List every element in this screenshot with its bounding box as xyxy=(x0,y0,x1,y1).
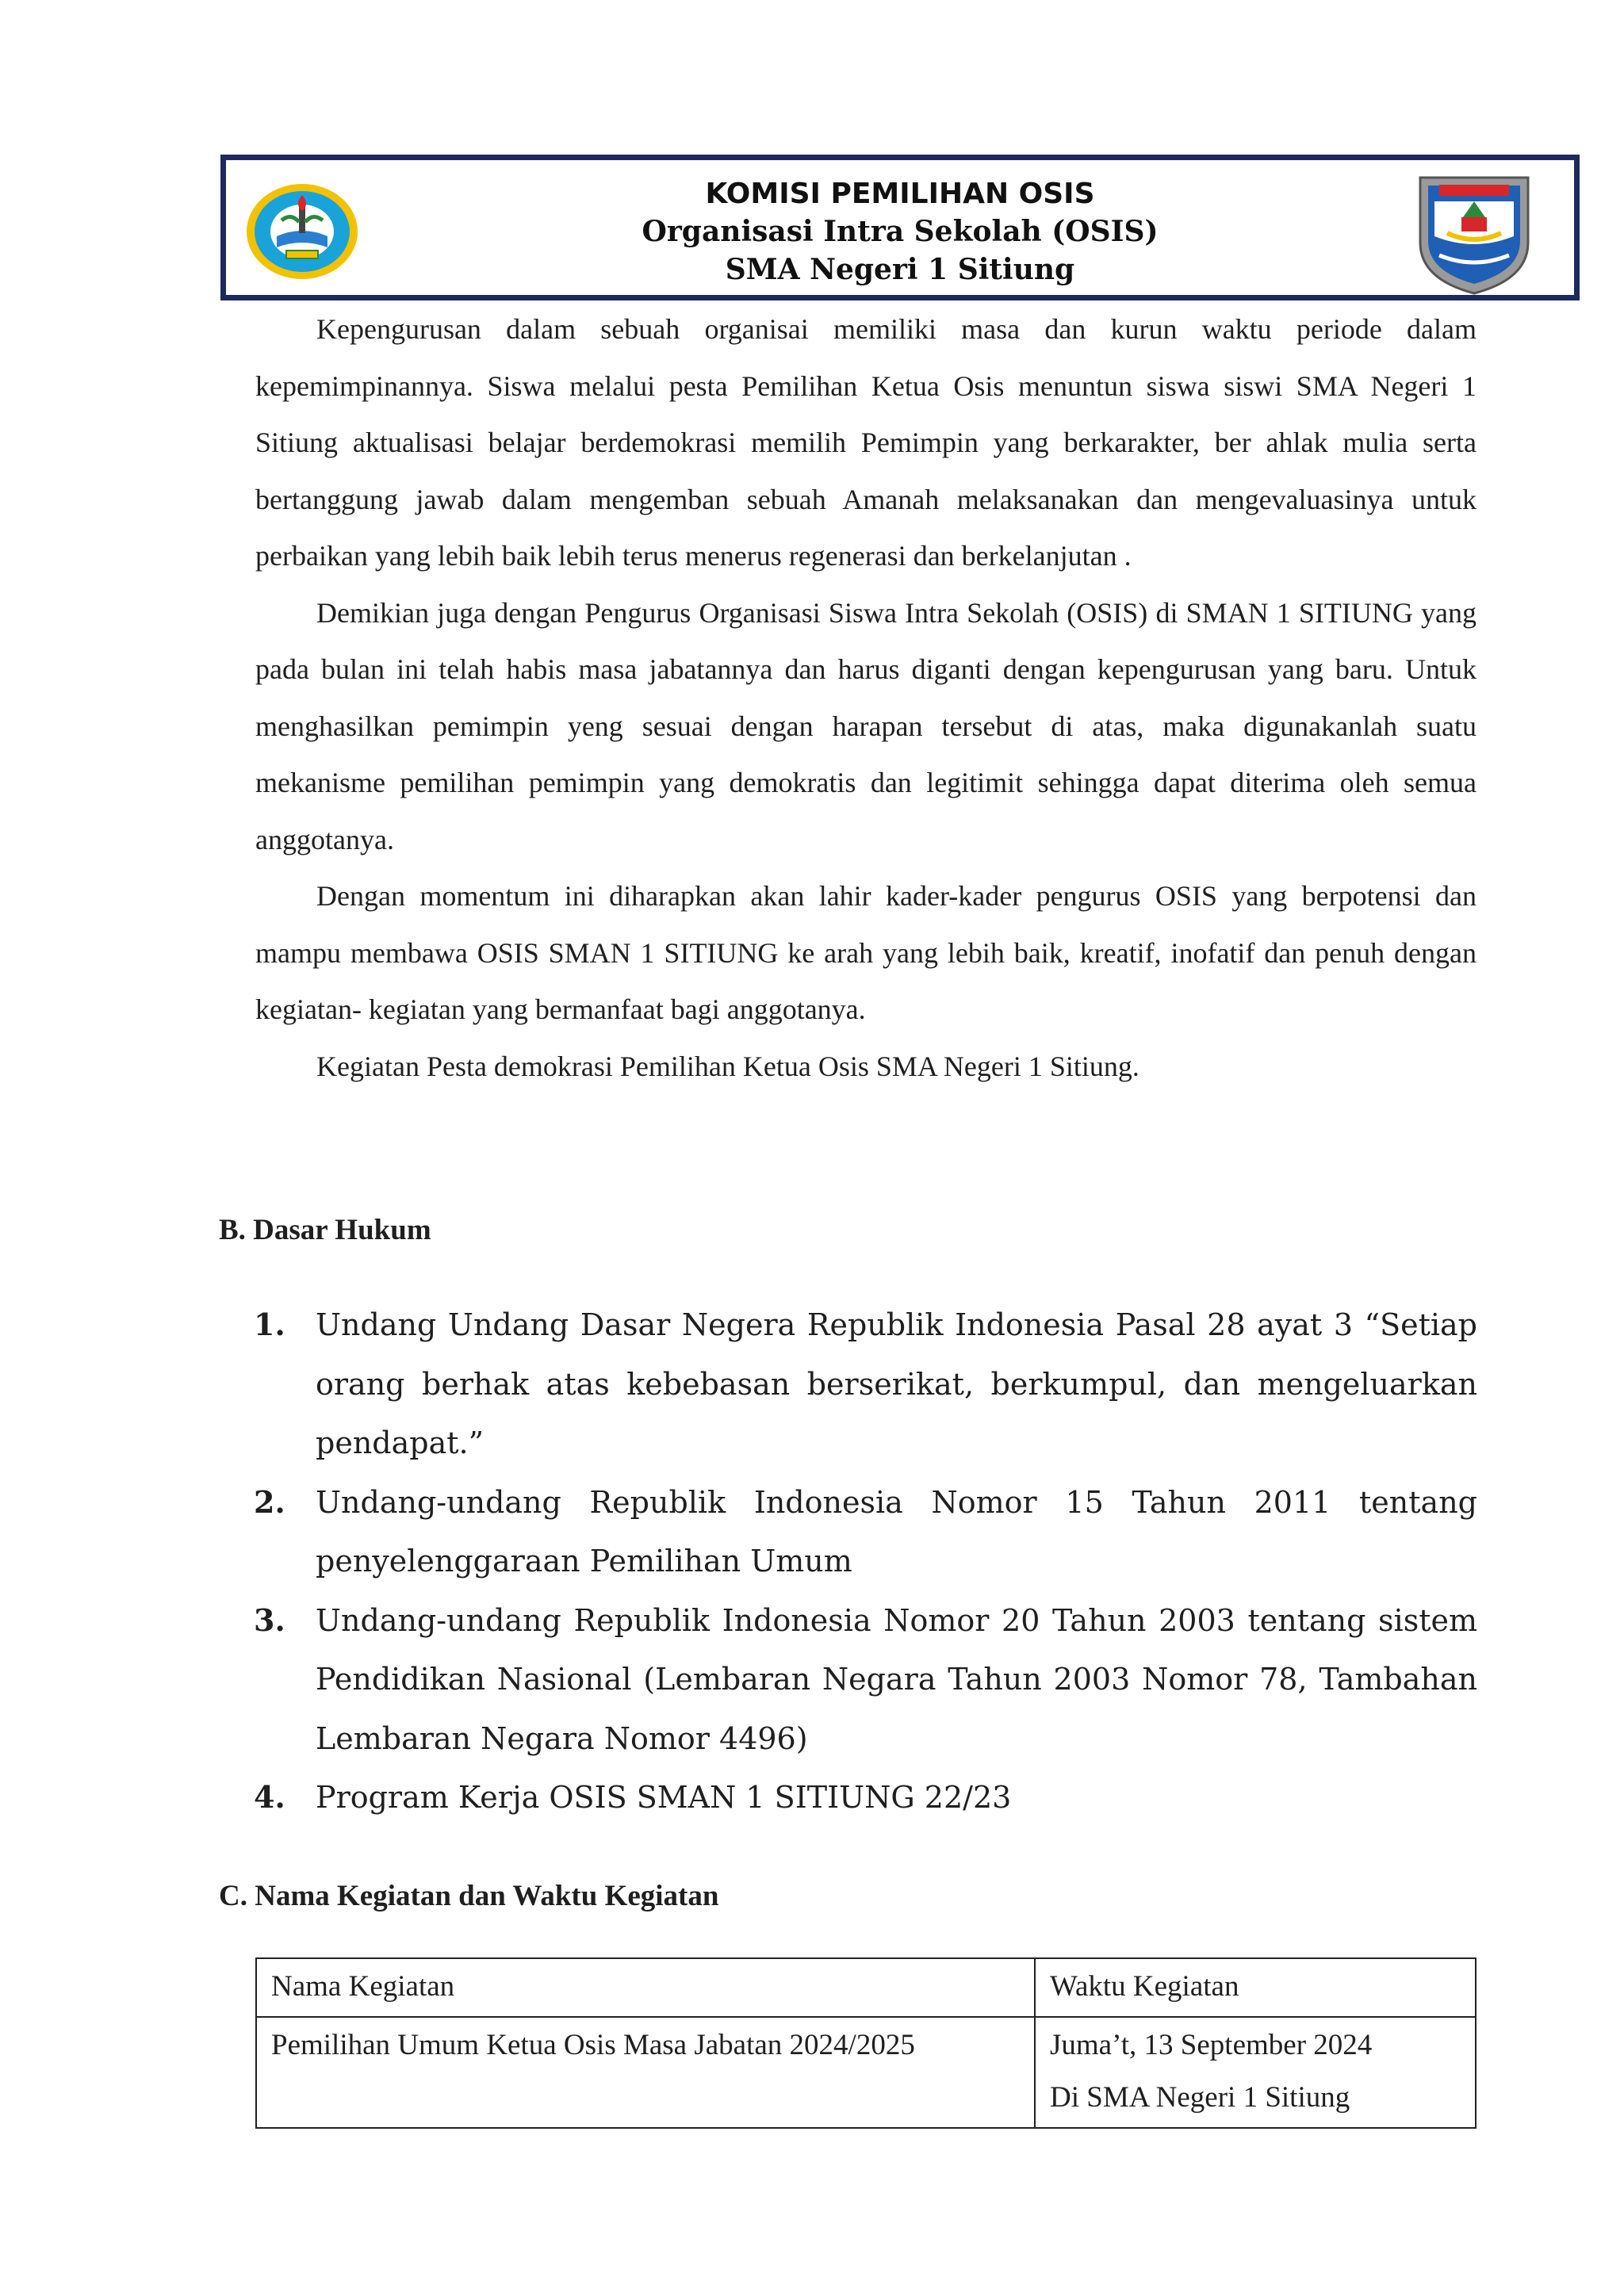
letterhead-title: KOMISI PEMILIHAN OSIS xyxy=(705,178,1095,210)
list-number: 4. xyxy=(254,1779,285,1815)
legal-basis-item xyxy=(254,1295,1477,1473)
intro-paragraph-2: Demikian juga dengan Pengurus Organisasi Siswa Intra Sekolah (OSIS) di SMAN 1 SITIUNG yang pada bulan ini telah habis masa jabatannya dan harus diganti dengan kepengurusan yang baru. Untuk menghasilkan pemimpin yeng sesuai dengan harapan tersebut di atas, maka digunakanlah suatu mekanisme pemilihan pemimpin yang demokratis dan legitimit sehingga dapat diterima oleh semua anggotanya. xyxy=(255,596,1477,855)
legal-basis-item xyxy=(254,1768,1477,1827)
activity-date: Juma’t, 13 September 2024 xyxy=(1050,2029,1373,2061)
activity-name-cell: Pemilihan Umum Ketua Osis Masa Jabatan 2024/2025 xyxy=(256,2017,1035,2128)
list-item-text: Undang Undang Dasar Negera Republik Indonesia Pasal 28 ayat 3 “Setiap orang berhak atas kebebasan berserikat, berkumpul, dan mengeluarkan pendapat.” xyxy=(316,1307,1477,1460)
table-header-row xyxy=(256,1958,1476,2017)
school-shield-logo-right xyxy=(1415,170,1533,297)
activity-time-cell xyxy=(1035,2017,1476,2128)
section-b-heading: B. Dasar Hukum xyxy=(219,1214,431,1246)
activity-location: Di SMA Negeri 1 Sitiung xyxy=(1050,2081,1350,2114)
list-item-text: Undang-undang Republik Indonesia Nomor 20 Tahun 2003 tentang sistem Pendidikan Nasional (Lembaran Negara Tahun 2003 Nomor 78, Tambahan Lembaran Negara Nomor 4496) xyxy=(316,1602,1477,1756)
letterhead-box xyxy=(220,155,1580,300)
table-header-cell: Nama Kegiatan xyxy=(256,1958,1035,2017)
letterhead-school-name: SMA Negeri 1 Sitiung xyxy=(725,253,1075,286)
list-number: 2. xyxy=(254,1483,285,1520)
list-item-text: Undang-undang Republik Indonesia Nomor 15 Tahun 2011 tentang penyelenggaraan Pemilihan Umum xyxy=(316,1484,1477,1578)
list-number: 3. xyxy=(254,1601,285,1638)
table-header-cell: Waktu Kegiatan xyxy=(1035,1958,1476,2017)
intro-paragraph-3: Dengan momentum ini diharapkan akan lahir kader-kader pengurus OSIS yang berpotensi dan mampu membawa OSIS SMAN 1 SITIUNG ke arah yang lebih baik, kreatif, inofatif dan penuh dengan kegiatan- kegiatan yang bermanfaat bagi anggotanya. xyxy=(255,880,1477,1025)
letterhead-subtitle: Organisasi Intra Sekolah (OSIS) xyxy=(642,215,1159,248)
legal-basis-item xyxy=(254,1473,1477,1591)
intro-paragraph-1: Kepengurusan dalam sebuah organisai memiliki masa dan kurun waktu periode dalam kepemimpinannya. Siswa melalui pesta Pemilihan Ketua Osis menuntun siswa siswi SMA Negeri 1 Sitiung aktualisasi belajar berdemokrasi memilih Pemimpin yang berkarakter, ber ahlak mulia serta bertanggung jawab dalam mengemban sebuah Amanah melaksanakan dan mengevaluasinya untuk perbaikan yang lebih baik lebih terus menerus regenerasi dan berkelanjutan . xyxy=(255,313,1477,572)
activity-table xyxy=(255,1957,1477,2129)
intro-section xyxy=(255,301,1477,1095)
list-number: 1. xyxy=(254,1307,285,1342)
table-row xyxy=(256,2017,1476,2128)
legal-basis-list xyxy=(254,1295,1477,1827)
section-c-heading: C. Nama Kegiatan dan Waktu Kegiatan xyxy=(219,1880,719,1912)
list-item-text: Program Kerja OSIS SMAN 1 SITIUNG 22/23 xyxy=(316,1780,1012,1815)
legal-basis-item xyxy=(254,1591,1477,1769)
intro-paragraph-4: Kegiatan Pesta demokrasi Pemilihan Ketua Osis SMA Negeri 1 Sitiung. xyxy=(316,1050,1139,1082)
